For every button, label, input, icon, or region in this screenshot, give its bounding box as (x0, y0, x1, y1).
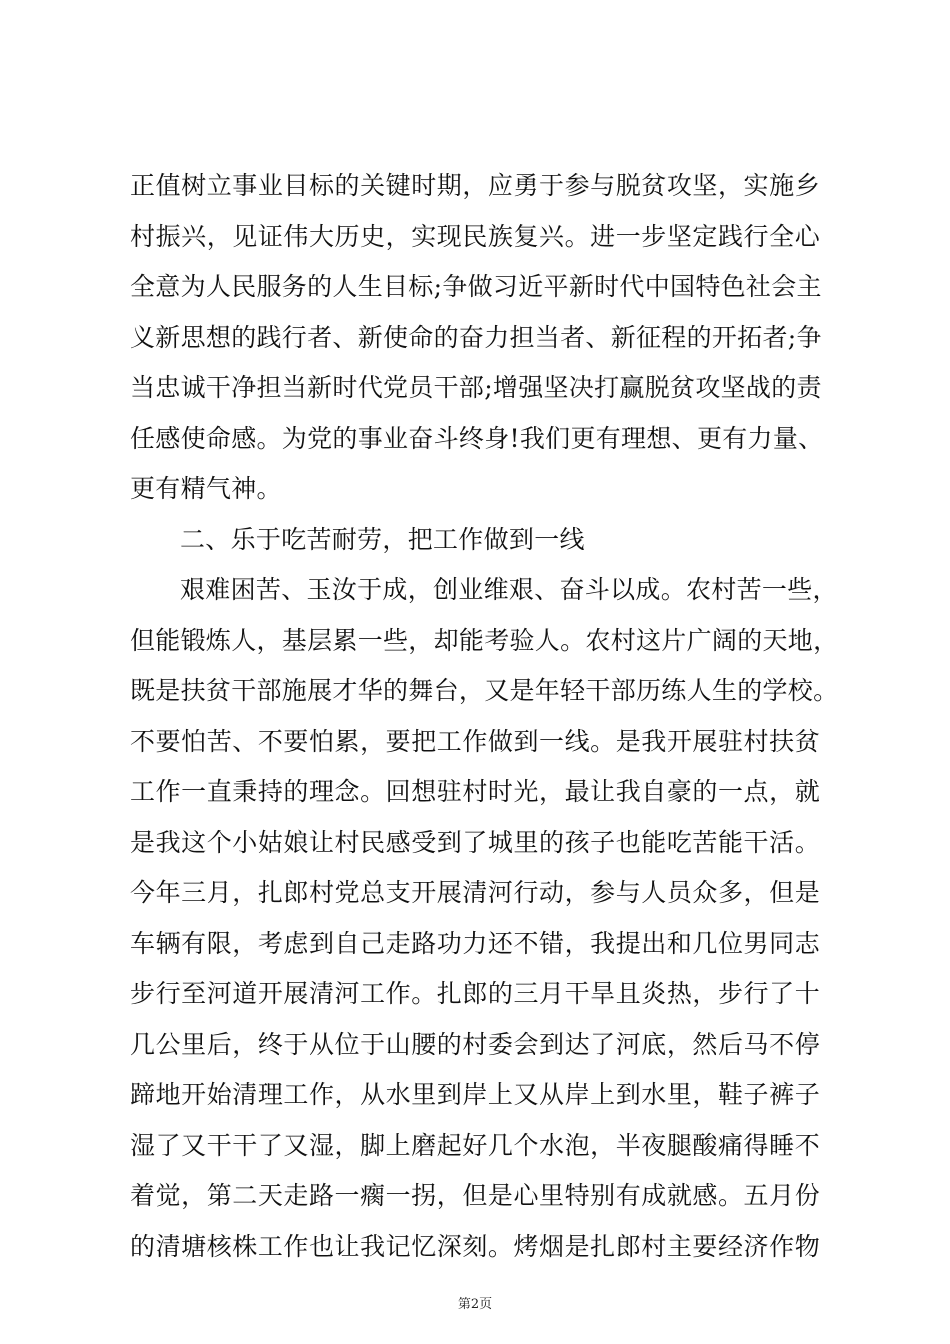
paragraph-line: 任感使命感。为党的事业奋斗终身!我们更有理想、更有力量、 (130, 424, 824, 453)
paragraph-line: 几公里后，终于从位于山腰的村委会到达了河底，然后马不停 (130, 1030, 820, 1059)
paragraph-line: 是我这个小姑娘让村民感受到了城里的孩子也能吃苦能干活。 (130, 828, 820, 857)
paragraph-line: 今年三月，扎郎村党总支开展清河行动，参与人员众多，但是 (130, 878, 820, 907)
paragraph-line: 更有精气神。 (130, 474, 282, 503)
section-heading: 二、乐于吃苦耐劳，把工作做到一线 (180, 525, 585, 554)
paragraph-line: 村振兴，见证伟大历史，实现民族复兴。进一步坚定践行全心 (130, 222, 820, 251)
paragraph-line: 着觉，第二天走路一瘸一拐，但是心里特别有成就感。五月份 (130, 1181, 820, 1210)
paragraph-line: 工作一直秉持的理念。回想驻村时光，最让我自豪的一点，就 (130, 777, 820, 806)
paragraph-line: 蹄地开始清理工作，从水里到岸上又从岸上到水里，鞋子裤子 (130, 1080, 820, 1109)
paragraph-line: 步行至河道开展清河工作。扎郎的三月干旱且炎热，步行了十 (130, 979, 820, 1008)
paragraph-line: 车辆有限，考虑到自己走路功力还不错，我提出和几位男同志 (130, 929, 820, 958)
paragraph-line: 的清塘核株工作也让我记忆深刻。烤烟是扎郎村主要经济作物 (130, 1232, 820, 1261)
paragraph-line: 不要怕苦、不要怕累，要把工作做到一线。是我开展驻村扶贫 (130, 727, 820, 756)
paragraph-line: 当忠诚干净担当新时代党员干部;增强坚决打赢脱贫攻坚战的责 (130, 373, 822, 402)
paragraph-line: 义新思想的践行者、新使命的奋力担当者、新征程的开拓者;争 (130, 323, 822, 352)
paragraph-line: 既是扶贫干部施展才华的舞台，又是年轻干部历练人生的学校。 (130, 676, 839, 705)
paragraph-line: 湿了又干干了又湿，脚上磨起好几个水泡，半夜腿酸痛得睡不 (130, 1131, 820, 1160)
page-number: 第2页 (457, 1297, 493, 1312)
paragraph-line: 艰难困苦、玉汝于成，创业维艰、奋斗以成。农村苦一些， (180, 575, 838, 604)
paragraph-line: 正值树立事业目标的关键时期，应勇于参与脱贫攻坚，实施乡 (130, 171, 820, 200)
paragraph-line: 但能锻炼人，基层累一些，却能考验人。农村这片广阔的天地， (130, 626, 839, 655)
paragraph-line: 全意为人民服务的人生目标;争做习近平新时代中国特色社会主 (130, 272, 822, 301)
